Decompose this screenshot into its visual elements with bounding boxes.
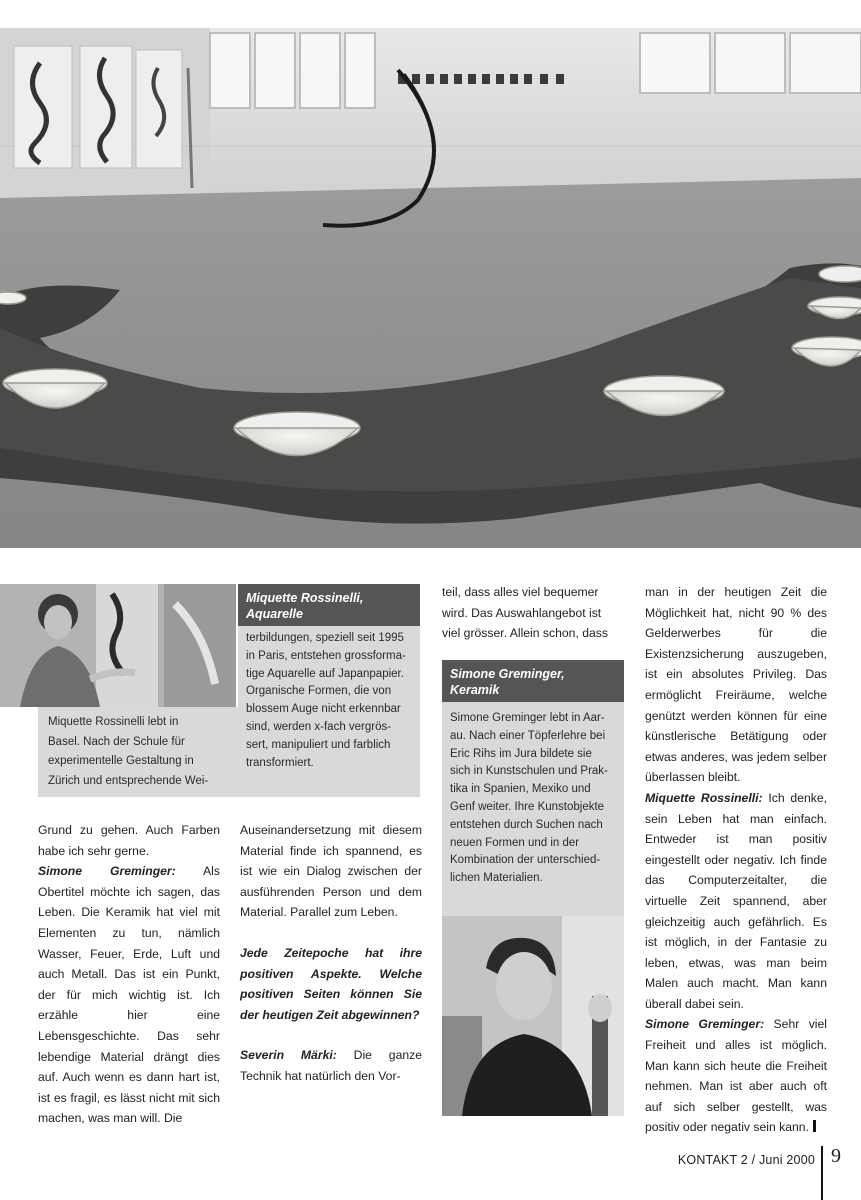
greminger-box-subtitle: Keramik (450, 683, 500, 697)
caption-line: Miquette Rossinelli lebt in (48, 716, 179, 728)
issue-footer: KONTAKT 2 / Juni 2000 (677, 1153, 815, 1167)
box-line: blossem Auge nicht erkennbar (246, 703, 401, 716)
portrait-illustration (442, 916, 624, 1116)
box-line: Kombination der unterschied- (450, 854, 601, 867)
interview-question: Jede Zeitepoche hat ihre positiven Aspekte. Welche positiven Seiten können Sie der heutigen Zeit abgewinnen? (240, 945, 422, 1022)
paragraph (645, 1014, 827, 1138)
text-line: teil, dass alles viel bequemer (442, 585, 599, 599)
speaker-name: Simone Greminger: (38, 864, 176, 879)
footer-divider (821, 1146, 823, 1200)
paragraph-text: Als Obertitel möchte ich sagen, das Leben. Die Keramik hat viel mit Elementen zu tun, nämlich Wasser, Feuer, Erde, Luft und auch Metall. Das ist ein Punkt, der für mich wichtig ist. Ich erzähle hier eine Lebensgeschichte. Das sehr lebendige Material drängt dies auf. Auch wenn es dann hart ist, ist es fragil, es lässt nicht mit sich machen, was man will. Die (38, 864, 220, 1126)
box-line: neuen Formen und in der (450, 836, 580, 849)
article-column-4 (645, 582, 827, 1138)
box-line: sind, werden x-fach vergrös- (246, 720, 392, 733)
article-column-1 (38, 820, 220, 1129)
box-line: terbildungen, speziell seit 1995 (246, 632, 404, 644)
box-line: entstehen durch Suchen nach (450, 818, 603, 831)
end-of-article-mark (813, 1120, 816, 1132)
rossinelli-box-title: Miquette Rossinelli, (246, 591, 364, 605)
paragraph: Grund zu gehen. Auch Farben habe ich sehr gerne. (38, 823, 220, 858)
paragraph: man in der heutigen Zeit die Möglichkeit hat, nicht 90 % des Gelderwerbes für die Existenzsicherung auszugeben, ist ein absolutes Privileg. Das ermöglicht Freiräume, welche genützt werden können für eine künstlerische Betätigung oder etwas anderes, was jedem selber überlassen bleibt. (645, 585, 827, 785)
box-line: lichen Materialien. (450, 872, 543, 885)
caption-line: Zürich und entsprechende Wei- (48, 774, 209, 787)
speaker-name: Severin Märki: (240, 1048, 337, 1063)
rossinelli-box-header (238, 584, 420, 626)
paragraph-text: Sehr viel Freiheit und alles ist möglich. Man kann sich heute die Freiheit nehmen. Man ist aber auch oft auf sich selber gestellt, was positiv oder negativ sein kann. (645, 1017, 827, 1135)
greminger-portrait-photo (442, 916, 624, 1116)
paragraph: Auseinandersetzung mit diesem Material finde ich spannend, es ist wie ein Dialog zwischen der ausführenden Person und dem Material. Parallel zum Leben. (240, 823, 422, 920)
paragraph (240, 1045, 422, 1086)
paragraph (38, 861, 220, 1129)
rossinelli-portrait-photo (0, 584, 236, 707)
box-line: transformiert. (246, 756, 314, 769)
exhibition-hall-illustration (0, 28, 861, 548)
portrait-illustration (0, 584, 236, 707)
box-line: tige Aquarelle auf Japanpapier. (246, 667, 404, 680)
greminger-box-header (442, 660, 624, 702)
box-line: tika in Spanien, Mexiko und (450, 783, 591, 796)
box-line: Organische Formen, die von (246, 685, 392, 698)
article-column-3-top (442, 582, 624, 644)
box-line: in Paris, entstehen grossforma- (246, 649, 406, 662)
caption-line: Basel. Nach der Schule für (48, 735, 185, 748)
rossinelli-caption (38, 707, 238, 797)
greminger-box-body (442, 702, 624, 916)
rossinelli-box-body (238, 626, 420, 797)
paragraph-text: Die ganze Technik hat natürlich den Vor- (240, 1048, 422, 1083)
box-line: Eric Rihs im Jura bildete sie (450, 747, 592, 760)
box-line: sert, manipuliert und farblich (246, 738, 391, 751)
article-column-2 (240, 820, 422, 1087)
greminger-box-title: Simone Greminger, (450, 667, 565, 681)
page-number: 9 (831, 1145, 841, 1167)
speaker-name: Simone Greminger: (645, 1017, 765, 1032)
text-line: wird. Das Auswahlangebot ist (442, 605, 602, 620)
box-line: sich in Kunstschulen und Prak- (450, 765, 608, 778)
text-line: viel grösser. Allein schon, dass (442, 626, 608, 641)
exhibition-photo (0, 28, 861, 548)
rossinelli-box-subtitle: Aquarelle (246, 607, 303, 621)
caption-line: experimentelle Gestaltung in (48, 755, 194, 767)
box-line: Genf weiter. Ihre Kunstobjekte (450, 800, 605, 813)
paragraph-text: Ich denke, sein Leben hat man einfach. Entweder ist man positiv eingestellt oder negativ. Ich finde das Computerzeitalter, die virtuelle Zeit spannend, aber gleichzeitig auch gefährlich. Es ist möglich, in der Fantasie zu leben, etwas, was man beim Malen auch macht. Man kann überall dabei sein. (645, 790, 828, 1011)
paragraph (645, 788, 827, 1015)
box-line: au. Nach einer Töpferlehre bei (450, 729, 606, 742)
box-line: Simone Greminger lebt in Aar- (450, 712, 605, 724)
speaker-name: Miquette Rossinelli: (645, 790, 763, 805)
